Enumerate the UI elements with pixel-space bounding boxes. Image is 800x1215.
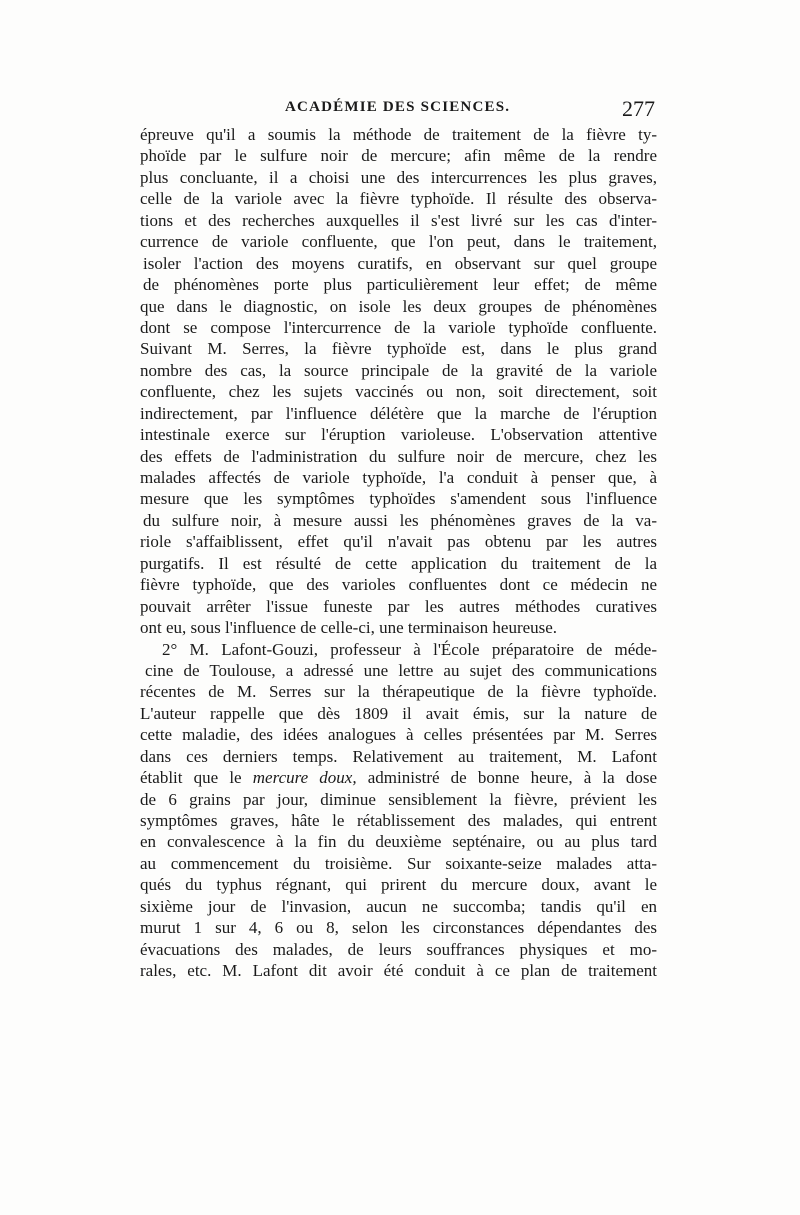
text-line: intestinale exerce sur l'éruption varioleuse. L'observation attentive xyxy=(140,425,657,445)
text-line: Suivant M. Serres, la fièvre typhoïde est, dans le plus grand xyxy=(140,339,657,359)
text-line: confluente, chez les sujets vaccinés ou non, soit directement, soit xyxy=(140,382,657,402)
running-title: ACADÉMIE DES SCIENCES. xyxy=(285,99,511,115)
text-line: tions et des recherches auxquelles il s'est livré sur les cas d'inter- xyxy=(140,210,657,230)
text-line: des effets de l'administration du sulfure noir de mercure, chez les xyxy=(140,446,657,466)
text-line: évacuations des malades, de leurs souffrances physiques et mo- xyxy=(140,939,657,959)
paragraph-2 xyxy=(140,639,657,982)
text-line: dans ces derniers temps. Relativement au traitement, M. Lafont xyxy=(140,746,657,766)
text-line: fièvre typhoïde, que des varioles confluentes dont ce médecin ne xyxy=(140,575,657,595)
text-line: mesure que les symptômes typhoïdes s'amendent sous l'influence xyxy=(140,489,657,509)
text-line-with-italic xyxy=(140,767,657,788)
paragraph-1 xyxy=(140,124,657,639)
text-line: au commencement du troisième. Sur soixante-seize malades atta- xyxy=(140,853,657,873)
text-line: phoïde par le sulfure noir de mercure; afin même de la rendre xyxy=(140,146,657,166)
text-line: purgatifs. Il est résulté de cette application du traitement de la xyxy=(140,553,657,573)
running-head xyxy=(140,96,655,122)
text-line: nombre des cas, la source principale de la gravité de la variole xyxy=(140,360,657,380)
text-line: plus concluante, il a choisi une des intercurrences les plus graves, xyxy=(140,167,657,187)
text-line: rales, etc. M. Lafont dit avoir été conduit à ce plan de traitement xyxy=(140,961,657,981)
text-line: L'auteur rappelle que dès 1809 il avait émis, sur la nature de xyxy=(140,703,657,723)
text-line: malades affectés de variole typhoïde, l'a conduit à penser que, à xyxy=(140,468,657,487)
text-line: que dans le diagnostic, on isole les deux groupes de phénomènes xyxy=(140,296,657,316)
text-line: pouvait arrêter l'issue funeste par les autres méthodes curatives xyxy=(140,596,657,616)
text-line: indirectement, par l'influence délétère que la marche de l'éruption xyxy=(140,403,657,423)
text-line: de 6 grains par jour, diminue sensiblement la fièvre, prévient les xyxy=(140,789,657,809)
text-segment: établit que le xyxy=(140,768,242,788)
text-line: épreuve qu'il a soumis la méthode de traitement de la fièvre ty- xyxy=(140,125,657,144)
text-line: dont se compose l'intercurrence de la variole typhoïde confluente. xyxy=(140,317,657,337)
text-line: sixième jour de l'invasion, aucun ne succomba; tandis qu'il en xyxy=(140,896,657,916)
text-line: symptômes graves, hâte le rétablissement des malades, qui entrent xyxy=(140,811,657,830)
body-text xyxy=(140,124,657,982)
text-line: 2° M. Lafont-Gouzi, professeur à l'École préparatoire de méde- xyxy=(162,639,657,659)
text-line: qués du typhus régnant, qui prirent du mercure doux, avant le xyxy=(140,875,657,895)
text-line: currence de variole confluente, que l'on peut, dans le traitement, xyxy=(140,232,657,252)
text-line: murut 1 sur 4, 6 ou 8, selon les circonstances dépendantes des xyxy=(140,918,657,938)
text-line: riole s'affaiblissent, effet qu'il n'avait pas obtenu par les autres xyxy=(140,532,657,552)
italic-term: mercure doux, xyxy=(252,768,357,788)
text-line: celle de la variole avec la fièvre typhoïde. Il résulte des observa- xyxy=(140,189,657,209)
text-line: récentes de M. Serres sur la thérapeutique de la fièvre typhoïde. xyxy=(140,682,657,702)
text-line: de phénomènes porte plus particulièrement leur effet; de même xyxy=(143,275,657,295)
text-line: ont eu, sous l'influence de celle-ci, une terminaison heureuse. xyxy=(140,618,558,638)
text-line: cine de Toulouse, a adressé une lettre au sujet des communications xyxy=(145,660,657,680)
text-line: isoler l'action des moyens curatifs, en observant sur quel groupe xyxy=(143,253,657,273)
text-segment: administré de bonne heure, à la dose xyxy=(367,768,658,788)
text-line: du sulfure noir, à mesure aussi les phénomènes graves de la va- xyxy=(143,510,657,530)
text-line: en convalescence à la fin du deuxième septénaire, ou au plus tard xyxy=(140,832,657,852)
text-line: cette maladie, des idées analogues à celles présentées par M. Serres xyxy=(140,725,657,745)
page-number: 277 xyxy=(622,96,655,121)
